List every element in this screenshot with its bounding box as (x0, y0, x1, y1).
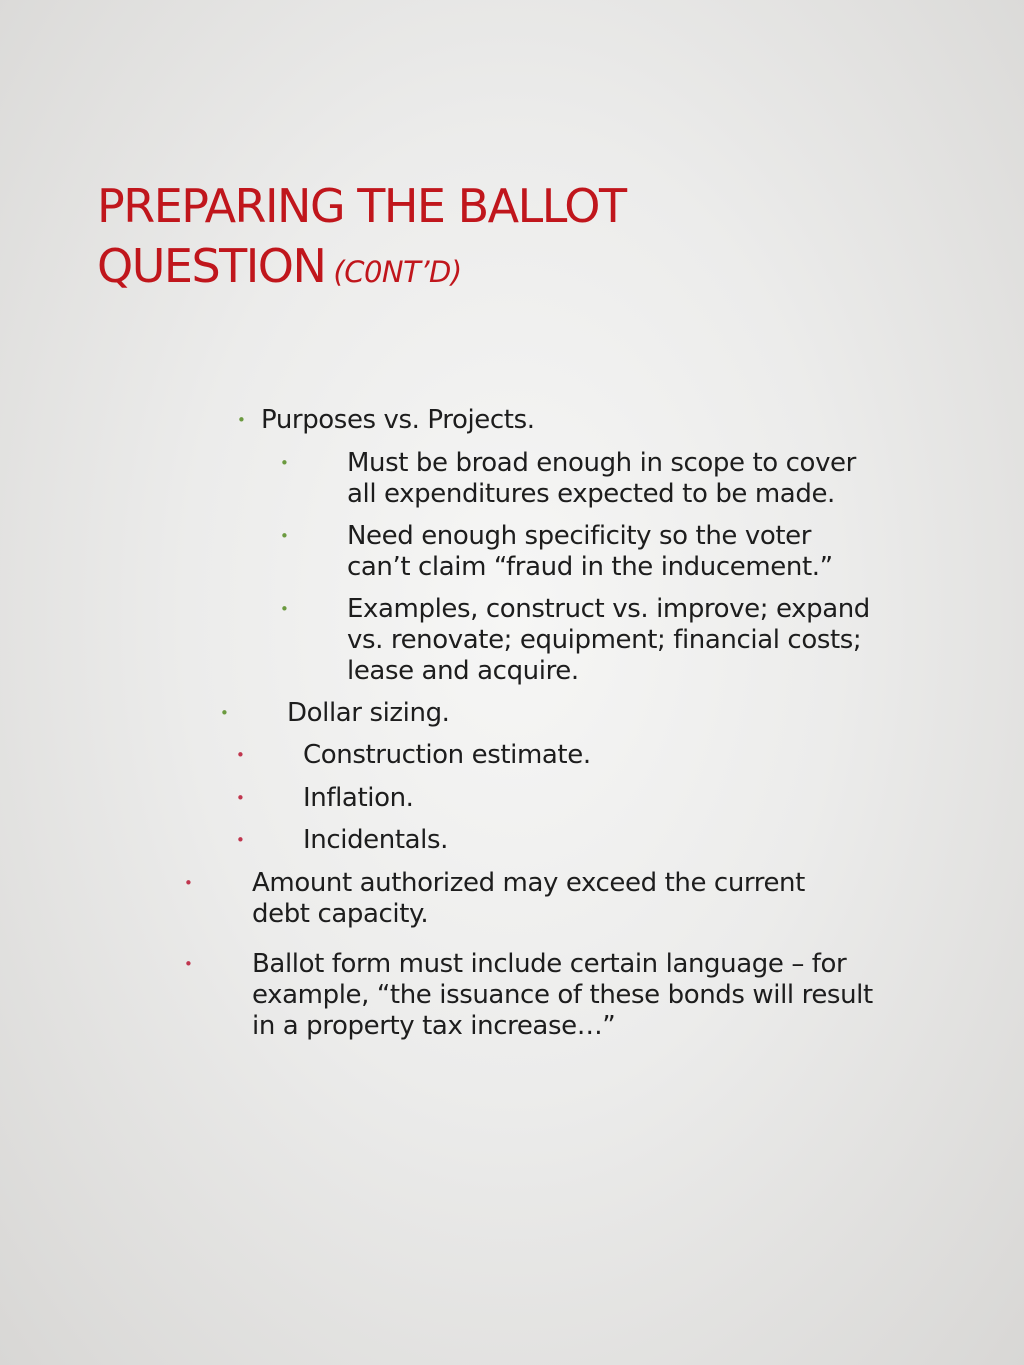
title-suffix: (C0NT’D) (333, 255, 462, 289)
list-item-text: Incidentals. (303, 825, 449, 855)
bullet-dot-icon: • (184, 955, 193, 973)
title-line-2: QUESTION (97, 239, 326, 293)
title-line-1: PREPARING THE BALLOT (97, 179, 626, 233)
bullet-dot-icon: • (280, 527, 289, 545)
bullet-dot-icon: • (220, 704, 229, 722)
bullet-dot-icon: • (184, 874, 193, 892)
list-item-text: Dollar sizing. (287, 698, 450, 728)
list-item-text: Ballot form must include certain language – for example, “the issuance of these bonds will result in a property tax increase…” (252, 949, 873, 1041)
bullet-dot-icon: • (236, 789, 245, 807)
bullet-dot-icon: • (280, 454, 289, 472)
bullet-dot-icon: • (236, 831, 245, 849)
list-item-text: Inflation. (303, 783, 414, 813)
list-item-text: Amount authorized may exceed the current debt capacity. (252, 868, 805, 929)
list-item-text: Purposes vs. Projects. (261, 405, 535, 435)
slide-title (97, 176, 917, 302)
bullet-dot-icon: • (280, 600, 289, 618)
bullet-dot-icon: • (236, 746, 245, 764)
bullet-dot-icon: • (237, 411, 246, 429)
list-item-text: Examples, construct vs. improve; expand vs. renovate; equipment; financial costs; lease and acquire. (347, 594, 870, 686)
list-item-text: Must be broad enough in scope to cover all expenditures expected to be made. (347, 448, 856, 509)
list-item-text: Need enough specificity so the voter can’t claim “fraud in the inducement.” (347, 521, 833, 582)
list-item-text: Construction estimate. (303, 740, 591, 770)
